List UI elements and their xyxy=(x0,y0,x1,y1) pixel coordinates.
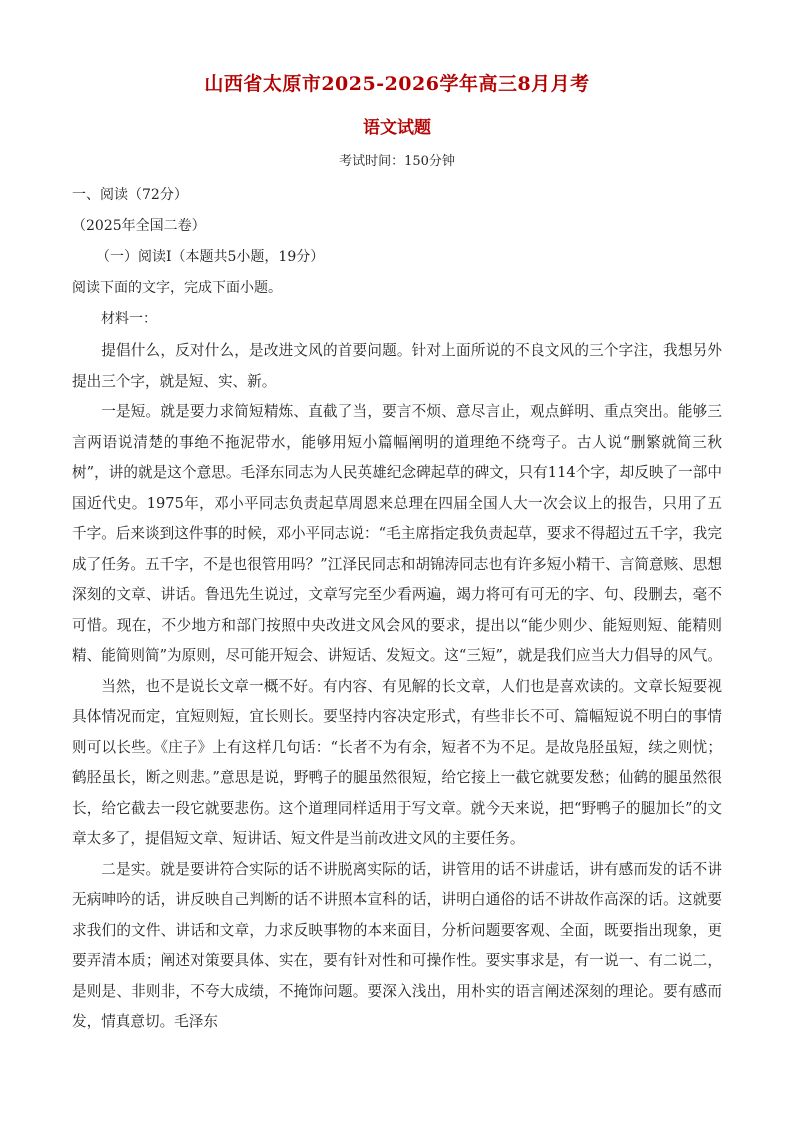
article-body xyxy=(72,336,722,1038)
paragraph: 当然，也不是说长文章一概不好。有内容、有见解的长文章，人们也是喜欢读的。文章长短要视具体情况而定，宜短则短，宜长则长。要坚持内容决定形式，有些非长不可、篇幅短说不明白的事情则可以长些。《庄子》上有这样几句话：“长者不为有余，短者不为不足。是故凫胫虽短，续之则忧；鹤胫虽长，断之则悲。”意思是说，野鸭子的腿虽然很短，给它接上一截它就要发愁；仙鹤的腿虽然很长，给它截去一段它就要悲伤。这个道理同样适用于写文章。就今天来说，把“野鸭子的腿加长”的文章太多了，提倡短文章、短讲话、短文件是当前改进文风的主要任务。 xyxy=(72,677,722,847)
paragraph: 二是实。就是要讲符合实际的话不讲脱离实际的话，讲管用的话不讲虚话，讲有感而发的话不讲无病呻吟的话，讲反映自己判断的话不讲照本宣科的话，讲明白通俗的话不讲故作高深的话。这就要求我们的文件、讲话和文章，力求反映事物的本来面目，分析问题要客观、全面，既要指出现象，更要弄清本质；阐述对策要具体、实在，要有针对性和可操作性。要实事求是，有一说一、有二说二，是则是、非则非，不夸大成绩，不掩饰问题。要深入浅出，用朴实的语言阐述深刻的理论。要有感而发，情真意切。毛泽东 xyxy=(72,860,722,1030)
part-heading: （一）阅读Ⅰ（本题共5小题，19分） xyxy=(96,249,325,265)
instruction-text: 阅读下面的文字，完成下面小题。 xyxy=(72,280,282,296)
page-subtitle: 语文试题 xyxy=(363,118,431,138)
section-heading: 一、阅读（72分） xyxy=(72,187,188,203)
paragraph: 一是短。就是要力求简短精炼、直截了当，要言不烦、意尽言止，观点鲜明、重点突出。能够三言两语说清楚的事绝不拖泥带水，能够用短小篇幅阐明的道理绝不绕弯子。古人说“删繁就简三秋树”，讲的就是这个意思。毛泽东同志为人民英雄纪念碑起草的碑文，只有114个字，却反映了一部中国近代史。1975年，邓小平同志负责起草周恩来总理在四届全国人大一次会议上的报告，只用了五千字。后来谈到这件事的时候，邓小平同志说：“毛主席指定我负责起草，要求不得超过五千字，我完成了任务。五千字，不是也很管用吗？”江泽民同志和胡锦涛同志也有许多短小精干、言简意赅、思想深刻的文章、讲话。鲁迅先生说过，文章写完至少看两遍，竭力将可有可无的字、句、段删去，毫不可惜。现在，不少地方和部门按照中央改进文风会风的要求，提出以“能少则少、能短则短、能精则精、能简则简”为原则，尽可能开短会、讲短话、发短文。这“三短”，就是我们应当大力倡导的风气。 xyxy=(72,403,722,664)
page-title: 山西省太原市2025-2026学年高三8月月考 xyxy=(204,73,590,95)
material-label: 材料一： xyxy=(101,311,157,327)
source-note: （2025年全国二卷） xyxy=(72,218,206,234)
paragraph: 提倡什么，反对什么，是改进文风的首要问题。针对上面所说的不良文风的三个字注，我想另外提出三个字，就是短、实、新。 xyxy=(72,342,722,390)
exam-time: 考试时间：150分钟 xyxy=(339,154,455,169)
